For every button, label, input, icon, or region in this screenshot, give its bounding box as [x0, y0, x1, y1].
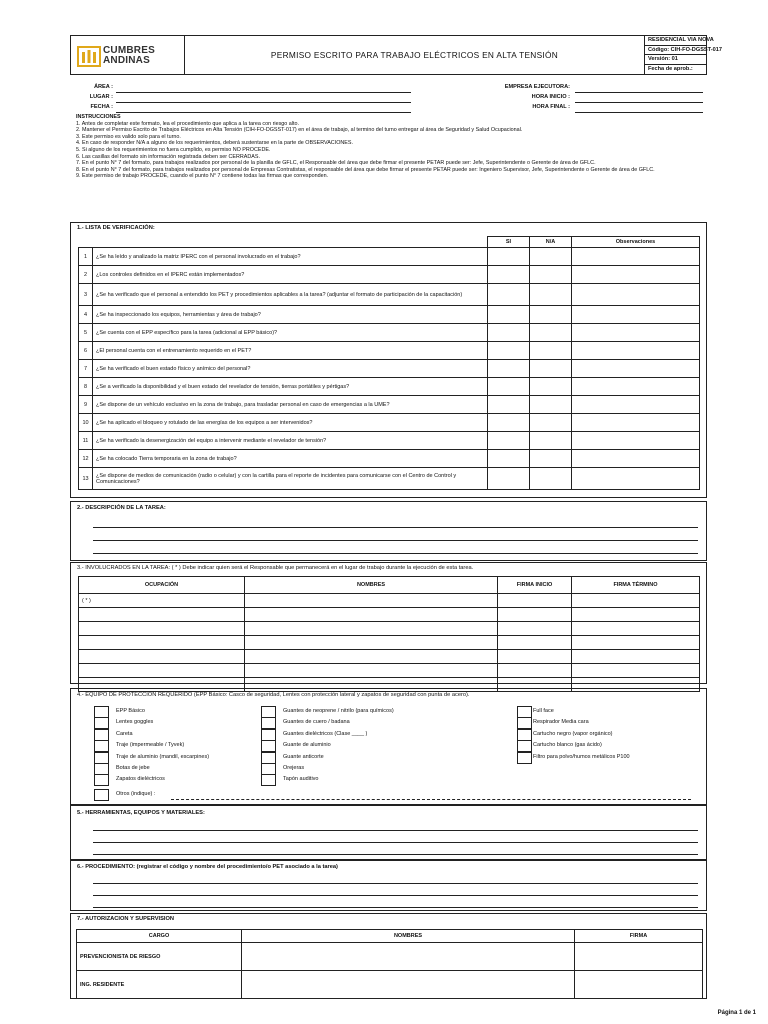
checklist-question: ¿Se cuenta con el EPP específico para la tarea (adicional al EPP básico)? [93, 324, 488, 342]
col-observaciones: Observaciones [572, 237, 700, 248]
epp-checkbox[interactable] [94, 774, 109, 786]
checklist-na-cell[interactable] [530, 248, 572, 266]
checklist-number: 2 [79, 266, 93, 284]
epp-label: Tapón auditivo [283, 776, 319, 783]
firma-termino-cell[interactable] [572, 650, 700, 664]
firma-termino-cell[interactable] [572, 622, 700, 636]
checklist-si-cell[interactable] [488, 266, 530, 284]
section2-title: 2.- DESCRIPCIÓN DE LA TAREA: [77, 505, 166, 511]
checklist-si-cell[interactable] [488, 306, 530, 324]
hora-final-field[interactable] [575, 112, 703, 113]
checklist-question: ¿Se a verificado la disponibilidad y el buen estado del revelador de tensión, tierras portátiles y pértigas? [93, 378, 488, 396]
section6-title: 6.- PROCEDIMIENTO: (registrar el código y nombre del procedimiento/o PET asociado a la tarea) [77, 864, 338, 870]
ocupacion-cell[interactable] [79, 622, 245, 636]
firma-termino-cell[interactable] [572, 636, 700, 650]
epp-checkbox[interactable] [94, 706, 109, 718]
epp-label: Traje (impermeable / Tyvek) [116, 742, 185, 749]
firma-cell[interactable] [575, 943, 703, 971]
epp-checkbox[interactable] [94, 752, 109, 764]
fecha-label: FECHA : [90, 104, 113, 110]
checklist-number: 6 [79, 342, 93, 360]
checklist-na-cell[interactable] [530, 324, 572, 342]
checklist-obs-cell[interactable] [572, 360, 700, 378]
section-involved [70, 562, 707, 684]
tools-line[interactable] [93, 842, 698, 843]
tools-line[interactable] [93, 830, 698, 831]
section7-title: 7.- AUTORIZACION Y SUPERVISION [77, 916, 175, 922]
checklist-question: ¿Los controles definidos en el IPERC están implementados? [93, 266, 488, 284]
section-task-description [70, 501, 707, 561]
checklist-question: ¿Se ha aplicado el bloqueo y rotulado de las energías de los equipos a ser intervenidos? [93, 414, 488, 432]
checklist-obs-cell[interactable] [572, 432, 700, 450]
procedure-line[interactable] [93, 883, 698, 884]
hora-final-label: HORA FINAL : [532, 104, 570, 110]
checklist-number: 3 [79, 284, 93, 306]
epp-label: Guante anticorte [283, 753, 324, 760]
checklist-na-cell[interactable] [530, 306, 572, 324]
checklist-obs-cell[interactable] [572, 468, 700, 490]
checklist-number: 7 [79, 360, 93, 378]
authorization-table [76, 929, 703, 999]
ocupacion-cell[interactable]: ( * ) [79, 594, 245, 608]
checklist-si-cell[interactable] [488, 324, 530, 342]
epp-label: Botas de jebe [116, 765, 150, 771]
epp-label: Orejeras [283, 765, 305, 771]
epp-checkbox[interactable] [94, 729, 109, 741]
lugar-field[interactable] [116, 102, 411, 103]
checklist-question: ¿Se ha verificado el buen estado físico y anímico del personal? [93, 360, 488, 378]
checklist-row [79, 468, 700, 490]
col-cargo: CARGO [77, 930, 242, 943]
procedure-line[interactable] [93, 907, 698, 908]
col-firma-inicio: FIRMA INICIO [498, 577, 572, 594]
hora-inicio-field[interactable] [575, 102, 703, 103]
checklist-na-cell[interactable] [530, 468, 572, 490]
page-number: Página 1 de 1 [717, 1010, 756, 1016]
epp-label: EPP Básico [116, 708, 145, 714]
epp-checkbox[interactable] [261, 774, 276, 786]
nombres-cell[interactable] [245, 650, 498, 664]
checklist-number: 1 [79, 248, 93, 266]
epp-label: Respirador Media cara [533, 719, 589, 726]
checklist-na-cell[interactable] [530, 360, 572, 378]
checklist-si-cell[interactable] [488, 248, 530, 266]
ocupacion-cell[interactable] [79, 636, 245, 650]
firma-inicio-cell[interactable] [498, 608, 572, 622]
description-line[interactable] [93, 553, 698, 554]
checklist-question: ¿Se ha colocado Tierra temporaria en la zona de trabajo? [93, 450, 488, 468]
document-title: PERMISO ESCRITO PARA TRABAJO ELÉCTRICOS EN ALTA TENSIÓN [185, 36, 645, 74]
epp-label: Zapatos dieléctricos [116, 776, 165, 783]
checklist-row [79, 450, 700, 468]
checklist-obs-cell[interactable] [572, 396, 700, 414]
instruction-item: 8. En el punto N° 7 del formato, para trabajos realizados por personal de Empresas Contratistas, el responsable del área que debe firmar el presente PETAR puede ser: Ingeniero Supervisor, Jefe, Superintendente o Gerente de área de GFLC. [76, 166, 655, 173]
checklist-row [79, 342, 700, 360]
checklist-na-cell[interactable] [530, 284, 572, 306]
checklist-number: 8 [79, 378, 93, 396]
firma-inicio-cell[interactable] [498, 664, 572, 678]
epp-checkbox[interactable] [517, 717, 532, 729]
involved-row [79, 622, 700, 636]
area-field[interactable] [116, 92, 411, 93]
checklist-row [79, 396, 700, 414]
section-procedure [70, 860, 707, 911]
cargo-prevencionista: PREVENCIONISTA DE RIESGO [77, 943, 242, 971]
checklist-question: ¿Se ha inspeccionado los equipos, herramientas y área de trabajo? [93, 306, 488, 324]
epp-checkbox[interactable] [261, 729, 276, 741]
epp-checkbox[interactable] [94, 717, 109, 729]
hora-inicio-label: HORA INICIO : [531, 94, 570, 100]
epp-checkbox[interactable] [261, 740, 276, 752]
instruction-item: 6. Las casillas del formato sin información registrada deben ser CERRADAS. [76, 153, 260, 160]
meta-version: Versión: 01 [645, 55, 707, 65]
checklist-row [79, 378, 700, 396]
fecha-field[interactable] [116, 112, 411, 113]
description-line[interactable] [93, 527, 698, 528]
meta-code: Código: CIH-FO-DGSST-017 [645, 46, 707, 56]
epp-label: Full face [533, 708, 554, 714]
section5-title: 5.- HERRAMIENTAS, EQUIPOS Y MATERIALES: [77, 810, 205, 816]
checklist-obs-cell[interactable] [572, 306, 700, 324]
epp-label: Cartucho negro (vapor orgánico) [533, 730, 613, 737]
section-verification [70, 222, 707, 498]
epp-checkbox[interactable] [517, 706, 532, 718]
epp-label: Guantes de cuero / badana [283, 719, 350, 726]
firma-inicio-cell[interactable] [498, 636, 572, 650]
firma-termino-cell[interactable] [572, 608, 700, 622]
checklist-si-cell[interactable] [488, 414, 530, 432]
checklist-na-cell[interactable] [530, 396, 572, 414]
checklist-si-cell[interactable] [488, 396, 530, 414]
epp-checkbox[interactable] [517, 729, 532, 741]
logo-line1: CUMBRES [103, 45, 155, 56]
nombres-cell[interactable] [245, 636, 498, 650]
epp-checkbox[interactable] [261, 706, 276, 718]
section-tools [70, 805, 707, 860]
checklist-si-cell[interactable] [488, 284, 530, 306]
section-epp [70, 688, 707, 805]
involved-row [79, 664, 700, 678]
col-firma: FIRMA [575, 930, 703, 943]
checklist-na-cell[interactable] [530, 450, 572, 468]
checklist-obs-cell[interactable] [572, 324, 700, 342]
section4-title: 4.- EQUIPO DE PROTECCIÓN REQUERIDO (EPP Básico: Casco de seguridad, Lentes con protección lateral y zapatos de seguridad con punta de acero). [77, 692, 470, 698]
checklist-obs-cell[interactable] [572, 414, 700, 432]
empresa-label: EMPRESA EJECUTORA: [504, 84, 570, 90]
col-nombres: NOMBRES [242, 930, 575, 943]
instruction-item: 2. Mantener el Permiso Escrito de Trabajos Eléctricos en Alta Tensión (CIH-FO-DGSST-017) en el área de trabajo, al termino del turno entregar al área de Seguridad y Salud Ocupacional. [76, 127, 523, 134]
firma-inicio-cell[interactable] [498, 650, 572, 664]
section-authorization [70, 913, 707, 999]
checklist-question: ¿El personal cuenta con el entrenamiento requerido en el PET? [93, 342, 488, 360]
checklist-question: ¿Se dispone de medios de comunicación (radio o celular) y con la cartilla para el reporte de incidentes para comunicarse con el Centro de Control y Comunicaciones? [93, 468, 488, 490]
cumbres-andinas-logo-icon [77, 43, 101, 67]
ocupacion-cell[interactable] [79, 664, 245, 678]
checklist-si-cell[interactable] [488, 468, 530, 490]
logo-line2: ANDINAS [103, 55, 150, 66]
checklist-obs-cell[interactable] [572, 450, 700, 468]
epp-checkbox[interactable] [261, 752, 276, 764]
checklist-number: 4 [79, 306, 93, 324]
checklist-si-cell[interactable] [488, 342, 530, 360]
col-na: N/A [530, 237, 572, 248]
checklist-row [79, 306, 700, 324]
epp-otros-label: Otros (indique) : [116, 791, 156, 797]
checklist-number: 13 [79, 468, 93, 490]
involved-row [79, 608, 700, 622]
col-nombres: NOMBRES [245, 577, 498, 594]
epp-checkbox[interactable] [261, 763, 276, 775]
instructions [76, 114, 706, 180]
epp-label: Guantes de neoprene / nitrilo (para químicos) [283, 708, 394, 714]
instructions-title: INSTRUCCIONES [76, 114, 121, 120]
checklist-number: 10 [79, 414, 93, 432]
nombres-cell[interactable] [245, 608, 498, 622]
epp-label: Guante de aluminio [283, 742, 331, 749]
involved-table [78, 576, 700, 692]
checklist-si-cell[interactable] [488, 450, 530, 468]
checklist-obs-cell[interactable] [572, 378, 700, 396]
col-firma-termino: FIRMA TÉRMINO [572, 577, 700, 594]
epp-checkbox[interactable] [94, 763, 109, 775]
epp-label: Cartucho blanco (gas ácido) [533, 742, 602, 749]
checklist-question: ¿Se ha leído y analizado la matriz IPERC con el personal involucrado en el trabajo? [93, 248, 488, 266]
nombre-cell[interactable] [242, 943, 575, 971]
ocupacion-cell[interactable] [79, 608, 245, 622]
checklist-row [79, 414, 700, 432]
checklist-obs-cell[interactable] [572, 284, 700, 306]
epp-otros-checkbox[interactable] [94, 789, 109, 801]
verification-table [78, 236, 700, 490]
procedure-line[interactable] [93, 895, 698, 896]
company-logo [71, 36, 185, 74]
nombre-cell[interactable] [242, 971, 575, 999]
checklist-row [79, 432, 700, 450]
checklist-na-cell[interactable] [530, 432, 572, 450]
instruction-item: 9. Este permiso de trabajo PROCEDE, cuando el punto N° 7 contiene todas las firmas que corresponden. [76, 173, 329, 180]
instruction-item: 5. Si alguno de los requerimientos no fuera cumplido, es permiso NO PROCEDE. [76, 146, 271, 153]
checklist-na-cell[interactable] [530, 266, 572, 284]
checklist-obs-cell[interactable] [572, 266, 700, 284]
checklist-question: ¿Se dispone de un vehículo exclusivo en la zona de trabajo, para trasladar personal en caso de emergencias a la UME? [93, 396, 488, 414]
cargo-residente: ING. RESIDENTE [77, 971, 242, 999]
meta-project: RESIDENCIAL VIA NOVA [645, 36, 707, 46]
involved-row [79, 650, 700, 664]
epp-label: Traje de aluminio (mandil, escarpines) [116, 753, 210, 760]
checklist-si-cell[interactable] [488, 378, 530, 396]
epp-label: Filtro para polvo/humos metálicos P100 [533, 753, 630, 760]
involved-row [79, 594, 700, 608]
epp-checkbox[interactable] [517, 752, 532, 764]
epp-label: Guantes dieléctricos (Clase ____ ) [283, 730, 368, 737]
checklist-na-cell[interactable] [530, 342, 572, 360]
area-label: ÁREA : [93, 84, 113, 90]
firma-termino-cell[interactable] [572, 594, 700, 608]
checklist-si-cell[interactable] [488, 360, 530, 378]
col-si: SI [488, 237, 530, 248]
checklist-obs-cell[interactable] [572, 248, 700, 266]
firma-inicio-cell[interactable] [498, 622, 572, 636]
epp-checkbox[interactable] [94, 740, 109, 752]
description-line[interactable] [93, 540, 698, 541]
checklist-obs-cell[interactable] [572, 342, 700, 360]
firma-cell[interactable] [575, 971, 703, 999]
tools-line[interactable] [93, 854, 698, 855]
instruction-item: 3. Este permiso es valido solo para el turno. [76, 133, 181, 140]
epp-label: Careta [116, 730, 133, 737]
firma-termino-cell[interactable] [572, 664, 700, 678]
meta-approval-date: Fecha de aprob.: [648, 65, 693, 72]
instruction-item: 7. En el punto N° 7 del formato, para trabajos realizados por personal de la planilla de GFLC, el Responsable del área que debe firmar el presente PETAR puede ser: Jefe, Superintendente o Gerente de área de GFLC. [76, 160, 596, 167]
instruction-item: 4. En caso de responder N/A a alguno de los requerimientos, deberá sustentarse en la parte de OBSERVACIONES. [76, 140, 353, 147]
instruction-item: 1. Antes de completar este formato, lea el procedimiento que aplica a la tarea con riesgo alto. [76, 120, 299, 127]
form-header [70, 35, 722, 75]
lugar-label: LUGAR : [89, 94, 113, 100]
checklist-question: ¿Se ha verificado la desenergización del equipo a intervenir mediante el revelador de tensión? [93, 432, 488, 450]
col-ocupacion: OCUPACIÓN [79, 577, 245, 594]
checklist-number: 12 [79, 450, 93, 468]
checklist-na-cell[interactable] [530, 378, 572, 396]
nombres-cell[interactable] [245, 622, 498, 636]
checklist-number: 11 [79, 432, 93, 450]
checklist-number: 5 [79, 324, 93, 342]
epp-otros-field[interactable] [171, 799, 691, 800]
checklist-row [79, 248, 700, 266]
checklist-row [79, 324, 700, 342]
checklist-na-cell[interactable] [530, 414, 572, 432]
epp-label: Lentes goggles [116, 719, 154, 726]
ocupacion-cell[interactable] [79, 650, 245, 664]
epp-checkbox[interactable] [517, 740, 532, 752]
section1-title: 1.- LISTA DE VERIFICACIÓN: [77, 225, 155, 231]
nombres-cell[interactable] [245, 594, 498, 608]
involved-row [79, 636, 700, 650]
checklist-row [79, 266, 700, 284]
checklist-row [79, 360, 700, 378]
checklist-si-cell[interactable] [488, 432, 530, 450]
empresa-field[interactable] [575, 92, 703, 93]
checklist-number: 9 [79, 396, 93, 414]
checklist-question: ¿Se ha verificado que el personal a entendido los PET y procedimientos aplicables a la tarea? (adjuntar el formato de participación de la capacitación) [93, 284, 488, 306]
firma-inicio-cell[interactable] [498, 594, 572, 608]
nombres-cell[interactable] [245, 664, 498, 678]
section3-title: 3.- INVOLUCRADOS EN LA TAREA: ( * ) Debe indicar quien será el Responsable que permanecerá en el lugar de trabajo durante la ejecución de esta tarea. [77, 565, 474, 571]
checklist-row [79, 284, 700, 306]
epp-checkbox[interactable] [261, 717, 276, 729]
document-meta [645, 36, 722, 74]
